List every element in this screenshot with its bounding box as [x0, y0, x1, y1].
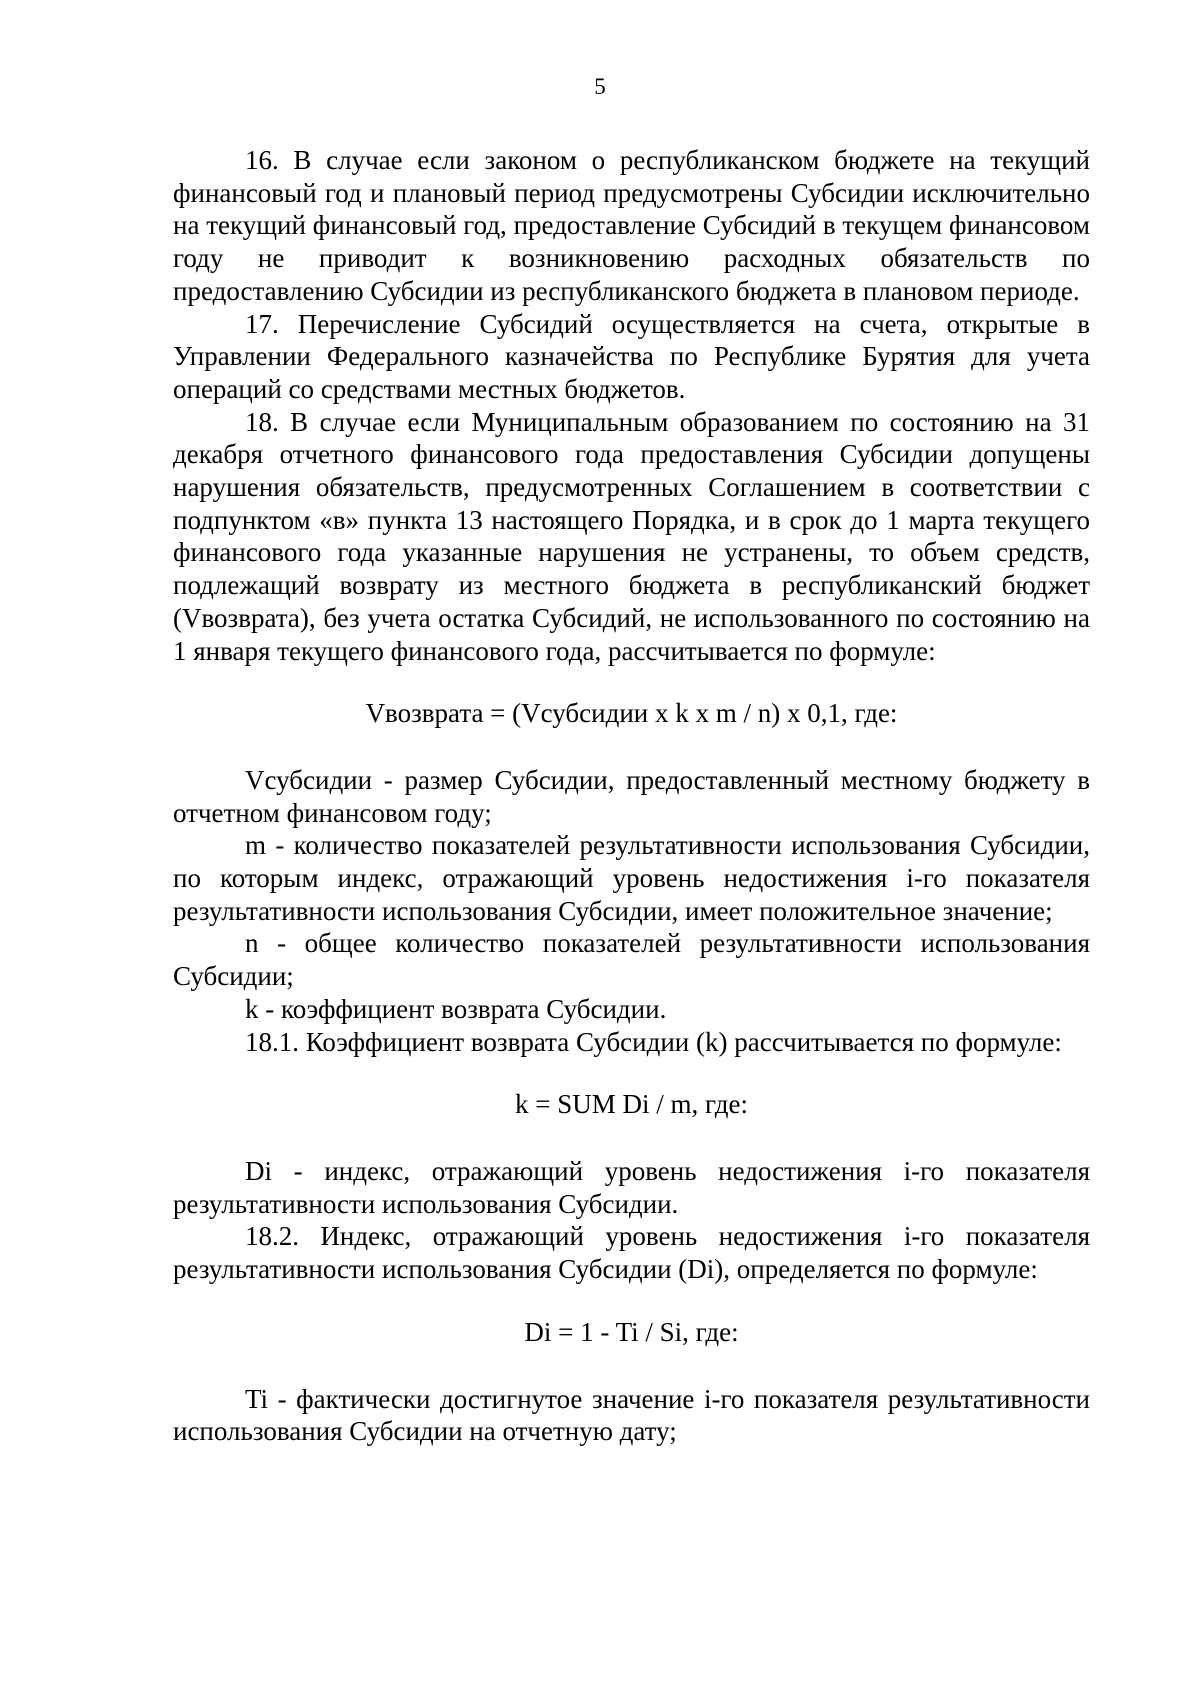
document-body [173, 144, 1090, 1448]
definition-k: k - коэффициент возврата Субсидии. [245, 993, 667, 1024]
definition-ti: Ti - фактически достигнутое значение i-го показателя результативности использования Субсидии на отчетную дату; [173, 1383, 1090, 1447]
formula-k: k = SUM Di / m, где: [515, 1089, 748, 1120]
definition-di: Di - индекс, отражающий уровень недостижения i-го показателя результативности использования Субсидии. [173, 1155, 1090, 1219]
paragraph-18: 18. В случае если Муниципальным образованием по состоянию на 31 декабря отчетного финансового года предоставления Субсидии допущены нарушения обязательств, предусмотренных Соглашением в соответствии с подпунктом «в» пункта 13 настоящего Порядка, и в срок до 1 марта текущего финансового года указанные нарушения не устранены, то объем средств, подлежащий возврату из местного бюджета в республиканский бюджет (Vвозврата), без учета остатка Субсидий, не использованного по состоянию на 1 января текущего финансового года, рассчитывается по формуле: [173, 406, 1090, 666]
formula-di: Di = 1 - Ti / Si, где: [524, 1316, 739, 1347]
definition-vsubsidy: Vсубсидии - размер Субсидии, предоставленный местному бюджету в отчетном финансовом году; [173, 764, 1090, 828]
paragraph-17: 17. Перечисление Субсидий осуществляется на счета, открытые в Управлении Федерального казначейства по Республике Бурятия для учета операций со средствами местных бюджетов. [173, 308, 1090, 404]
definition-m: m - количество показателей результативности использования Субсидии, по которым индекс, отражающий уровень недостижения i-го показателя результативности использования Субсидии, имеет положительное значение; [173, 830, 1090, 926]
paragraph-18-1: 18.1. Коэффициент возврата Субсидии (k) рассчитывается по формуле: [245, 1026, 1062, 1057]
page-number: 5 [594, 74, 606, 99]
paragraph-18-2: 18.2. Индекс, отражающий уровень недостижения i-го показателя результативности использования Субсидии (Di), определяется по формуле: [173, 1221, 1090, 1285]
definition-n: n - общее количество показателей результативности использования Субсидии; [173, 928, 1090, 992]
paragraph-16: 16. В случае если законом о республиканском бюджете на текущий финансовый год и плановый период предусмотрены Субсидии исключительно на текущий финансовый год, предоставление Субсидий в текущем финансовом году не приводит к возникновению расходных обязательств по предоставлению Субсидии из республиканского бюджета в плановом периоде. [173, 145, 1090, 306]
formula-return-volume: Vвозврата = (Vсубсидии x k x m / n) x 0,1, где: [365, 698, 898, 729]
